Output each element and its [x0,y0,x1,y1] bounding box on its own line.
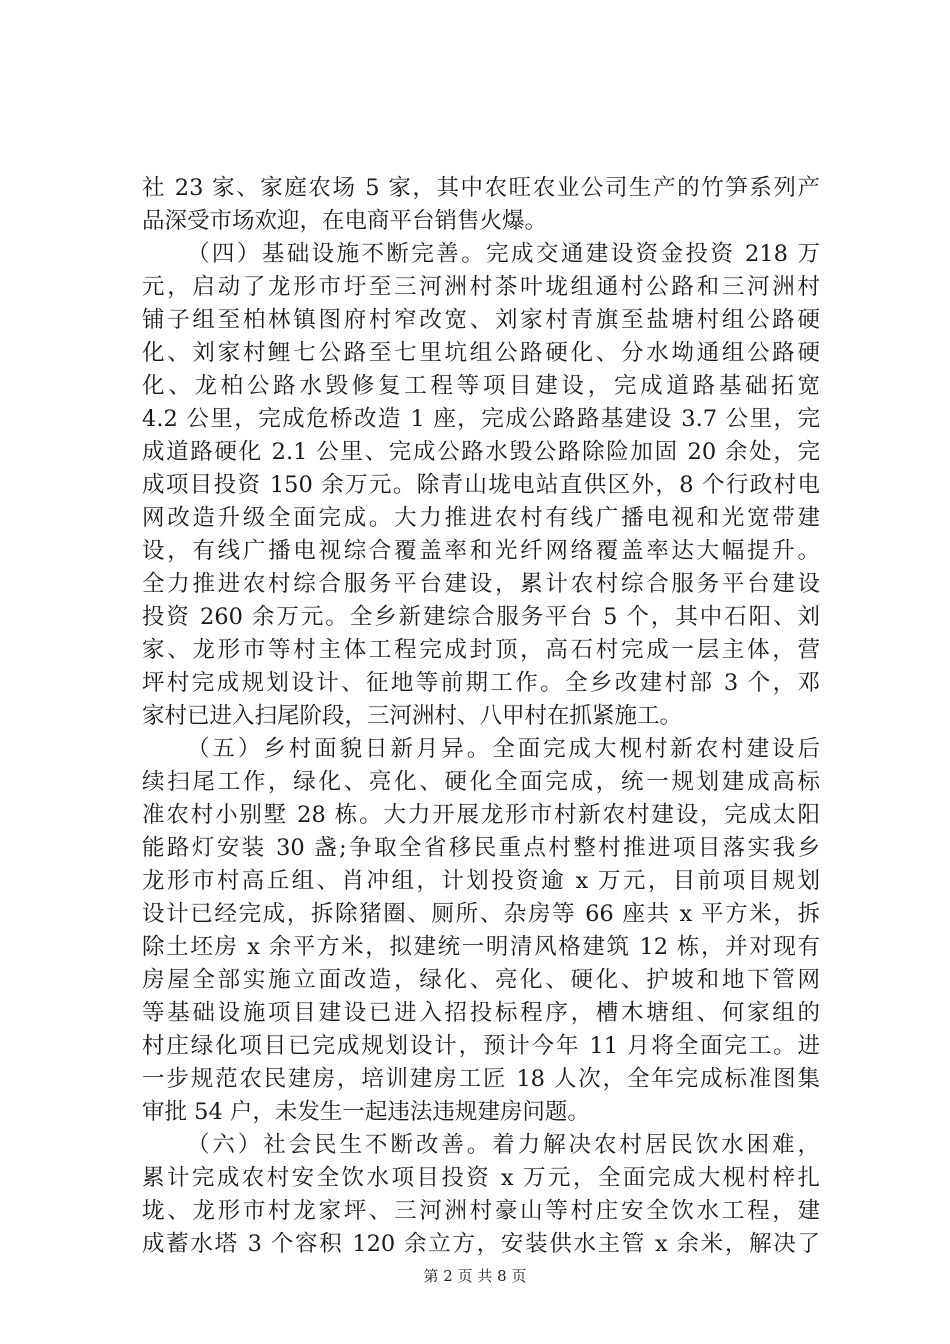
text-line: 龙形市村高丘组、肖冲组，计划投资逾 x 万元，目前项目规划 [142,868,820,894]
text-line: 化、刘家村鲤七公路至七里坑组公路硬化、分水坳通组公路硬 [142,340,820,366]
text-line: 垅、龙形市村龙家坪、三河洲村豪山等村庄安全饮水工程，建 [142,1198,820,1224]
text-line: 设，有线广播电视综合覆盖率和光纤网络覆盖率达大幅提升。 [142,538,820,564]
text-line: 审批 54 户，未发生一起违法违规建房问题。 [142,1099,590,1125]
text-line: 成道路硬化 2.1 公里、完成公路水毁公路除险加固 20 余处，完 [142,439,820,465]
text-line: 网改造升级全面完成。大力推进农村有线广播电视和光宽带建 [142,505,820,531]
text-line: 铺子组至柏林镇图府村窄改宽、刘家村青旗至盐塘村组公路硬 [142,307,820,333]
text-line: 品深受市场欢迎，在电商平台销售火爆。 [142,208,548,234]
text-line: 成蓄水塔 3 个容积 120 余立方，安装供水主管 x 余米，解决了 [142,1231,820,1257]
text-line: 续扫尾工作，绿化、亮化、硬化全面完成，统一规划建成高标 [142,769,820,795]
text-line: 准农村小别墅 28 栋。大力开展龙形市村新农村建设，完成太阳 [142,802,820,828]
text-line: 全力推进农村综合服务平台建设，累计农村综合服务平台建设 [142,571,820,597]
text-line: 家村已进入扫尾阶段，三河洲村、八甲村在抓紧施工。 [142,703,683,729]
body-text [142,172,820,1261]
section-heading-line: （四）基础设施不断完善。完成交通建设资金投资 218 万 [187,241,820,267]
page-number-footer: 第 2 页 共 8 页 [423,1267,527,1285]
text-line: 投资 260 余万元。全乡新建综合服务平台 5 个，其中石阳、刘 [142,604,820,630]
text-line: 能路灯安装 30 盏;争取全省移民重点村整村推进项目落实我乡 [142,835,820,861]
text-line: 房屋全部实施立面改造，绿化、亮化、硬化、护坡和地下管网 [142,967,820,993]
section-heading-line: （五）乡村面貌日新月异。全面完成大枧村新农村建设后 [187,736,820,762]
text-line: 成项目投资 150 余万元。除青山垅电站直供区外，8 个行政村电 [142,472,820,498]
text-line: 坪村完成规划设计、征地等前期工作。全乡改建村部 3 个，邓 [142,670,820,696]
text-line: 一步规范农民建房，培训建房工匠 18 人次，全年完成标准图集 [142,1066,820,1092]
section-heading-line: （六）社会民生不断改善。着力解决农村居民饮水困难， [187,1132,820,1158]
text-line: 累计完成农村安全饮水项目投资 x 万元，全面完成大枧村梓扎 [142,1165,820,1191]
text-line: 设计已经完成，拆除猪圈、厕所、杂房等 66 座共 x 平方米，拆 [142,901,820,927]
text-line: 等基础设施项目建设已进入招投标程序，槽木塘组、何家组的 [142,1000,820,1026]
text-line: 除土坯房 x 余平方米，拟建统一明清风格建筑 12 栋，并对现有 [142,934,820,960]
text-line: 家、龙形市等村主体工程完成封顶，高石村完成一层主体，营 [142,637,820,663]
text-line: 元，启动了龙形市圩至三河洲村茶叶垅组通村公路和三河洲村 [142,274,820,300]
text-line: 社 23 家、家庭农场 5 家，其中农旺农业公司生产的竹笋系列产 [142,175,820,201]
text-line: 村庄绿化项目已完成规划设计，预计今年 11 月将全面完工。进 [142,1033,820,1059]
text-line: 化、龙柏公路水毁修复工程等项目建设，完成道路基础拓宽 [142,373,820,399]
text-line: 4.2 公里，完成危桥改造 1 座，完成公路路基建设 3.7 公里，完 [142,406,820,432]
